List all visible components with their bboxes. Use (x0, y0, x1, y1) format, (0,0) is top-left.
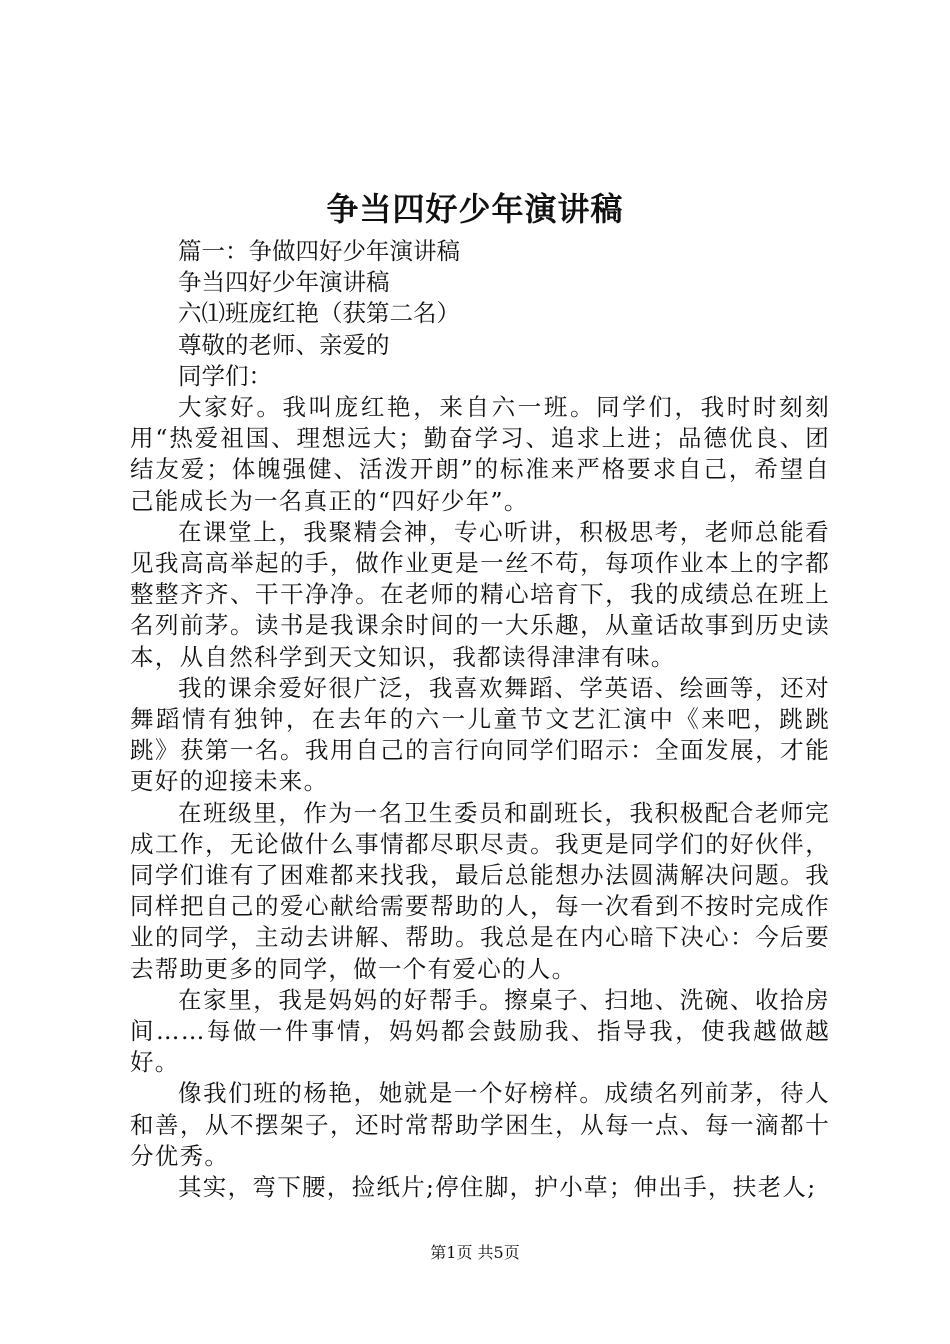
paragraph: 其实，弯下腰，捡纸片;停住脚，护小草；伸出手，扶老人; (178, 1173, 817, 1202)
paragraph: 我的课余爱好很广泛，我喜欢舞蹈、学英语、绘画等，还对舞蹈情有独钟，在去年的六一儿童节文艺汇演中《来吧，跳跳跳》获第一名。我用自己的言行向同学们昭示：全面发展，才能更好的迎接未来。 (130, 673, 830, 796)
author-line: 六⑴班庞红艳（获第二名） (178, 299, 460, 328)
paragraph: 像我们班的杨艳，她就是一个好榜样。成绩名列前茅，待人和善，从不摆架子，还时常帮助学困生，从每一点、每一滴都十分优秀。 (130, 1079, 830, 1170)
salutation-line: 同学们： (178, 361, 272, 390)
paragraph: 大家好。我叫庞红艳，来自六一班。同学们，我时时刻刻用“热爱祖国、理想远大；勤奋学习、追求上进；品德优良、团结友爱；体魄强健、活泼开朗”的标准来严格要求自己，希望自己能成长为一名真正的“四好少年”。 (130, 393, 830, 515)
document-body (130, 236, 830, 1203)
paragraph: 在课堂上，我聚精会神，专心听讲，积极思考，老师总能看见我高高举起的手，做作业更是一丝不苟，每项作业本上的字都整整齐齐、干干净净。在老师的精心培育下，我的成绩总在班上名列前茅。读书是我课余时间的一大乐趣，从童话故事到历史读本，从自然科学到天文知识，我都读得津津有味。 (130, 517, 830, 671)
paragraph: 在班级里，作为一名卫生委员和副班长，我积极配合老师完成工作，无论做什么事情都尽职尽责。我更是同学们的好伙伴，同学们谁有了困难都来找我，最后总能想办法圆满解决问题。我同样把自己的爱心献给需要帮助的人，每一次看到不按时完成作业的同学，主动去讲解、帮助。我总是在内心暗下决心：今后要去帮助更多的同学，做一个有爱心的人。 (130, 798, 830, 983)
document-title: 争当四好少年演讲稿 (326, 190, 624, 228)
heading-line: 篇一：争做四好少年演讲稿 (178, 237, 460, 265)
heading-line: 争当四好少年演讲稿 (178, 268, 390, 297)
salutation-line: 尊敬的老师、亲爱的 (178, 330, 390, 359)
paragraph: 在家里，我是妈妈的好帮手。擦桌子、扫地、洗碗、收拾房间……每做一件事情，妈妈都会鼓励我、指导我，使我越做越好。 (130, 985, 830, 1077)
page-footer: 第1页 共5页 (430, 1243, 520, 1262)
